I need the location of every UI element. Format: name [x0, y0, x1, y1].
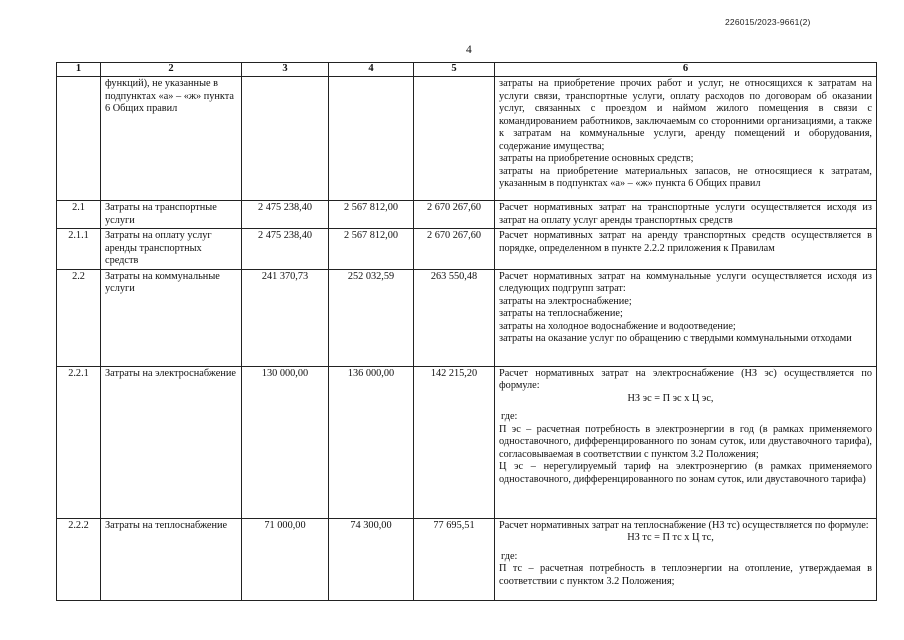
value-year2: 74 300,00	[329, 518, 414, 600]
row-name: Затраты на теплоснабжение	[101, 518, 242, 600]
row-number: 2.2.1	[57, 366, 101, 518]
row-description: Расчет нормативных затрат на транспортные услуги осуществляется исходя из затрат на оплату услуг аренды транспортных средств	[495, 201, 877, 229]
table-row	[57, 269, 877, 366]
value-year3: 142 215,20	[414, 366, 495, 518]
value-year2	[329, 77, 414, 201]
value-year1: 130 000,00	[242, 366, 329, 518]
value-year3: 77 695,51	[414, 518, 495, 600]
row-name: Затраты на оплату услуг аренды транспортных средств	[101, 229, 242, 270]
value-year2: 136 000,00	[329, 366, 414, 518]
description-line: затраты на приобретение прочих работ и услуг, не относящихся к затратам на услуги связи, транспортные услуги, оплату расходов по договорам об оказании услуг, связанных с проездом и наймом жилого помещения в связи с командированием работников, заключаемым со сторонними организациями, а также к затратам на коммунальные услуги, аренду помещений и оборудования, содержание имущества;	[499, 78, 872, 152]
column-header: 4	[329, 63, 414, 77]
table-row	[57, 77, 877, 201]
description-line: затраты на электроснабжение;	[499, 295, 632, 307]
value-year1	[242, 77, 329, 201]
document-id: 226015/2023-9661(2)	[725, 17, 811, 27]
value-year1: 2 475 238,40	[242, 201, 329, 229]
table-row	[57, 201, 877, 229]
row-name: Затраты на электроснабжение	[101, 366, 242, 518]
row-number: 2.1	[57, 201, 101, 229]
description-line: затраты на теплоснабжение;	[499, 308, 623, 319]
description-line: затраты на оказание услуг по обращению с твердыми коммунальными отходами	[499, 333, 852, 344]
row-number: 2.2	[57, 269, 101, 366]
row-name: Затраты на транспортные услуги	[101, 201, 242, 229]
row-description	[495, 518, 877, 600]
value-year3: 2 670 267,60	[414, 229, 495, 270]
row-description	[495, 269, 877, 366]
formula: НЗ эс = П эс х Ц эс,	[627, 392, 714, 404]
value-year2: 252 032,59	[329, 269, 414, 366]
column-header: 5	[414, 63, 495, 77]
value-year1: 241 370,73	[242, 269, 329, 366]
value-year3: 2 670 267,60	[414, 201, 495, 229]
column-header: 1	[57, 63, 101, 77]
column-header: 6	[495, 63, 877, 77]
row-name: функций), не указанные в подпунктах «а» – «ж» пункта 6 Общих правил	[101, 77, 242, 201]
table-row	[57, 229, 877, 270]
description-line: Ц эс – нерегулируемый тариф на электроэнергию (в рамках применяемого одноставочного, дифференцированного по зонам суток, или двуставочного тарифа)	[499, 461, 872, 485]
formula-where: где:	[501, 411, 518, 422]
row-description	[495, 366, 877, 518]
value-year2: 2 567 812,00	[329, 229, 414, 270]
column-header: 2	[101, 63, 242, 77]
description-line: затраты на приобретение материальных запасов, не относящиеся к затратам, указанным в подпунктах «а» – «ж» пункта 6 Общих правил	[499, 165, 872, 189]
column-header: 3	[242, 63, 329, 77]
table-row	[57, 366, 877, 518]
value-year1: 71 000,00	[242, 518, 329, 600]
value-year2: 2 567 812,00	[329, 201, 414, 229]
page-number: 4	[466, 44, 472, 56]
row-number: 2.1.1	[57, 229, 101, 270]
row-description: Расчет нормативных затрат на аренду транспортных средств осуществляется в порядке, определенном в пункте 2.2.2 приложения к Правилам	[495, 229, 877, 270]
value-year3: 263 550,48	[414, 269, 495, 366]
description-line: затраты на холодное водоснабжение и водоотведение;	[499, 320, 736, 332]
row-number: 2.2.2	[57, 518, 101, 600]
description-line: Расчет нормативных затрат на коммунальные услуги осуществляется исходя из следующих подгрупп затрат:	[499, 270, 872, 294]
row-number	[57, 77, 101, 201]
table-row	[57, 518, 877, 600]
description-line: П тс – расчетная потребность в теплоэнергии на отопление, утверждаемая в соответствии с пунктом 3.2 Положения;	[499, 563, 872, 587]
costs-table	[56, 62, 877, 601]
description-line: П эс – расчетная потребность в электроэнергии в год (в рамках применяемого одноставочного, дифференцированного по зонам суток, или двуставочного тарифа), согласовываемая в соответствии с пунктом 3.2 Положения;	[499, 423, 872, 460]
row-name: Затраты на коммунальные услуги	[101, 269, 242, 366]
value-year1: 2 475 238,40	[242, 229, 329, 270]
formula-where: где:	[501, 550, 518, 562]
value-year3	[414, 77, 495, 201]
formula-intro: Расчет нормативных затрат на теплоснабжение (НЗ тс) осуществляется по формуле:	[499, 519, 869, 531]
formula-intro: Расчет нормативных затрат на электроснабжение (НЗ эс) осуществляется по формуле:	[499, 367, 872, 391]
formula: НЗ тс = П тс х Ц тс,	[627, 532, 714, 543]
row-description	[495, 77, 877, 201]
description-line: затраты на приобретение основных средств;	[499, 153, 694, 164]
table-header-row	[57, 63, 877, 77]
